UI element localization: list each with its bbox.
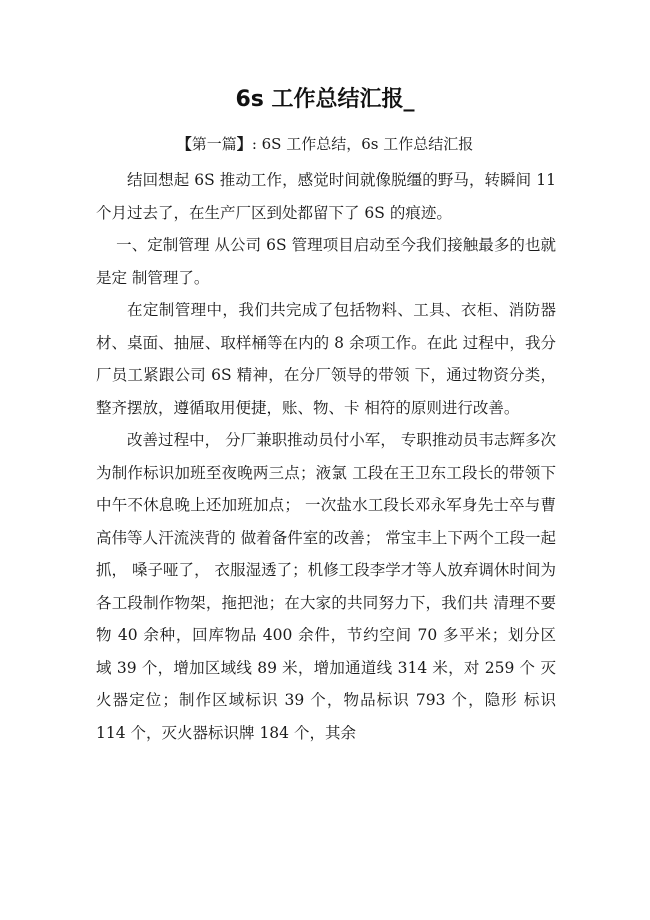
subtitle-text: : 6S 工作总结，6s 工作总结汇报 bbox=[251, 135, 474, 153]
paragraph-management: 在定制管理中，我们共完成了包括物料、工具、衣柜、消防器材、桌面、抽屉、取样桶等在内的 8 余项工作。在此 过程中，我分厂员工紧跟公司 6S 精神，在分厂领导的带领 下，通过物资分类，整齐摆放，遵循取用便捷，账、物、卡 相符的原则进行改善。 bbox=[96, 301, 556, 417]
subtitle-bracket-open: 【 bbox=[176, 135, 192, 153]
paragraph-section-heading: 一、定制管理 从公司 6S 管理项目启动至今我们接触最多的也就是定 制管理了。 bbox=[96, 236, 556, 287]
document-subtitle bbox=[0, 132, 650, 156]
document-body bbox=[96, 164, 556, 749]
subtitle-bracket-close: 】 bbox=[236, 135, 252, 153]
paragraph-intro: 结回想起 6S 推动工作，感觉时间就像脱缰的野马，转瞬间 11 个月过去了，在生产厂区到处都留下了 6S 的痕迹。 bbox=[96, 171, 556, 222]
subtitle-label: 第一篇 bbox=[191, 135, 237, 153]
paragraph-improvement: 改善过程中， 分厂兼职推动员付小军， 专职推动员韦志辉多次为制作标识加班至夜晚两三点；液氯 工段在王卫东工段长的带领下中午不休息晚上还加班加点； 一次盐水工段长邓永军身先士卒与曹高伟等人汗流浃背的 做着备件室的改善； 常宝丰上下两个工段一起抓， 嗓子哑了， 衣服湿透了；机修工段李学才等人放弃调休时间为各工段制作物架，拖把池；在大家的共同努力下，我们共 清理不要物 40 余种，回库物品 400 余件，节约空间 70 多平米；划分区 域 39 个，增加区域线 89 米，增加通道线 314 米，对 259 个 灭火器定位；制作区域标识 39 个，物品标识 793 个，隐形 标识 114 个，灭火器标识牌 184 个，其余 bbox=[96, 431, 556, 742]
document-title: 6s 工作总结汇报_ bbox=[235, 87, 415, 112]
